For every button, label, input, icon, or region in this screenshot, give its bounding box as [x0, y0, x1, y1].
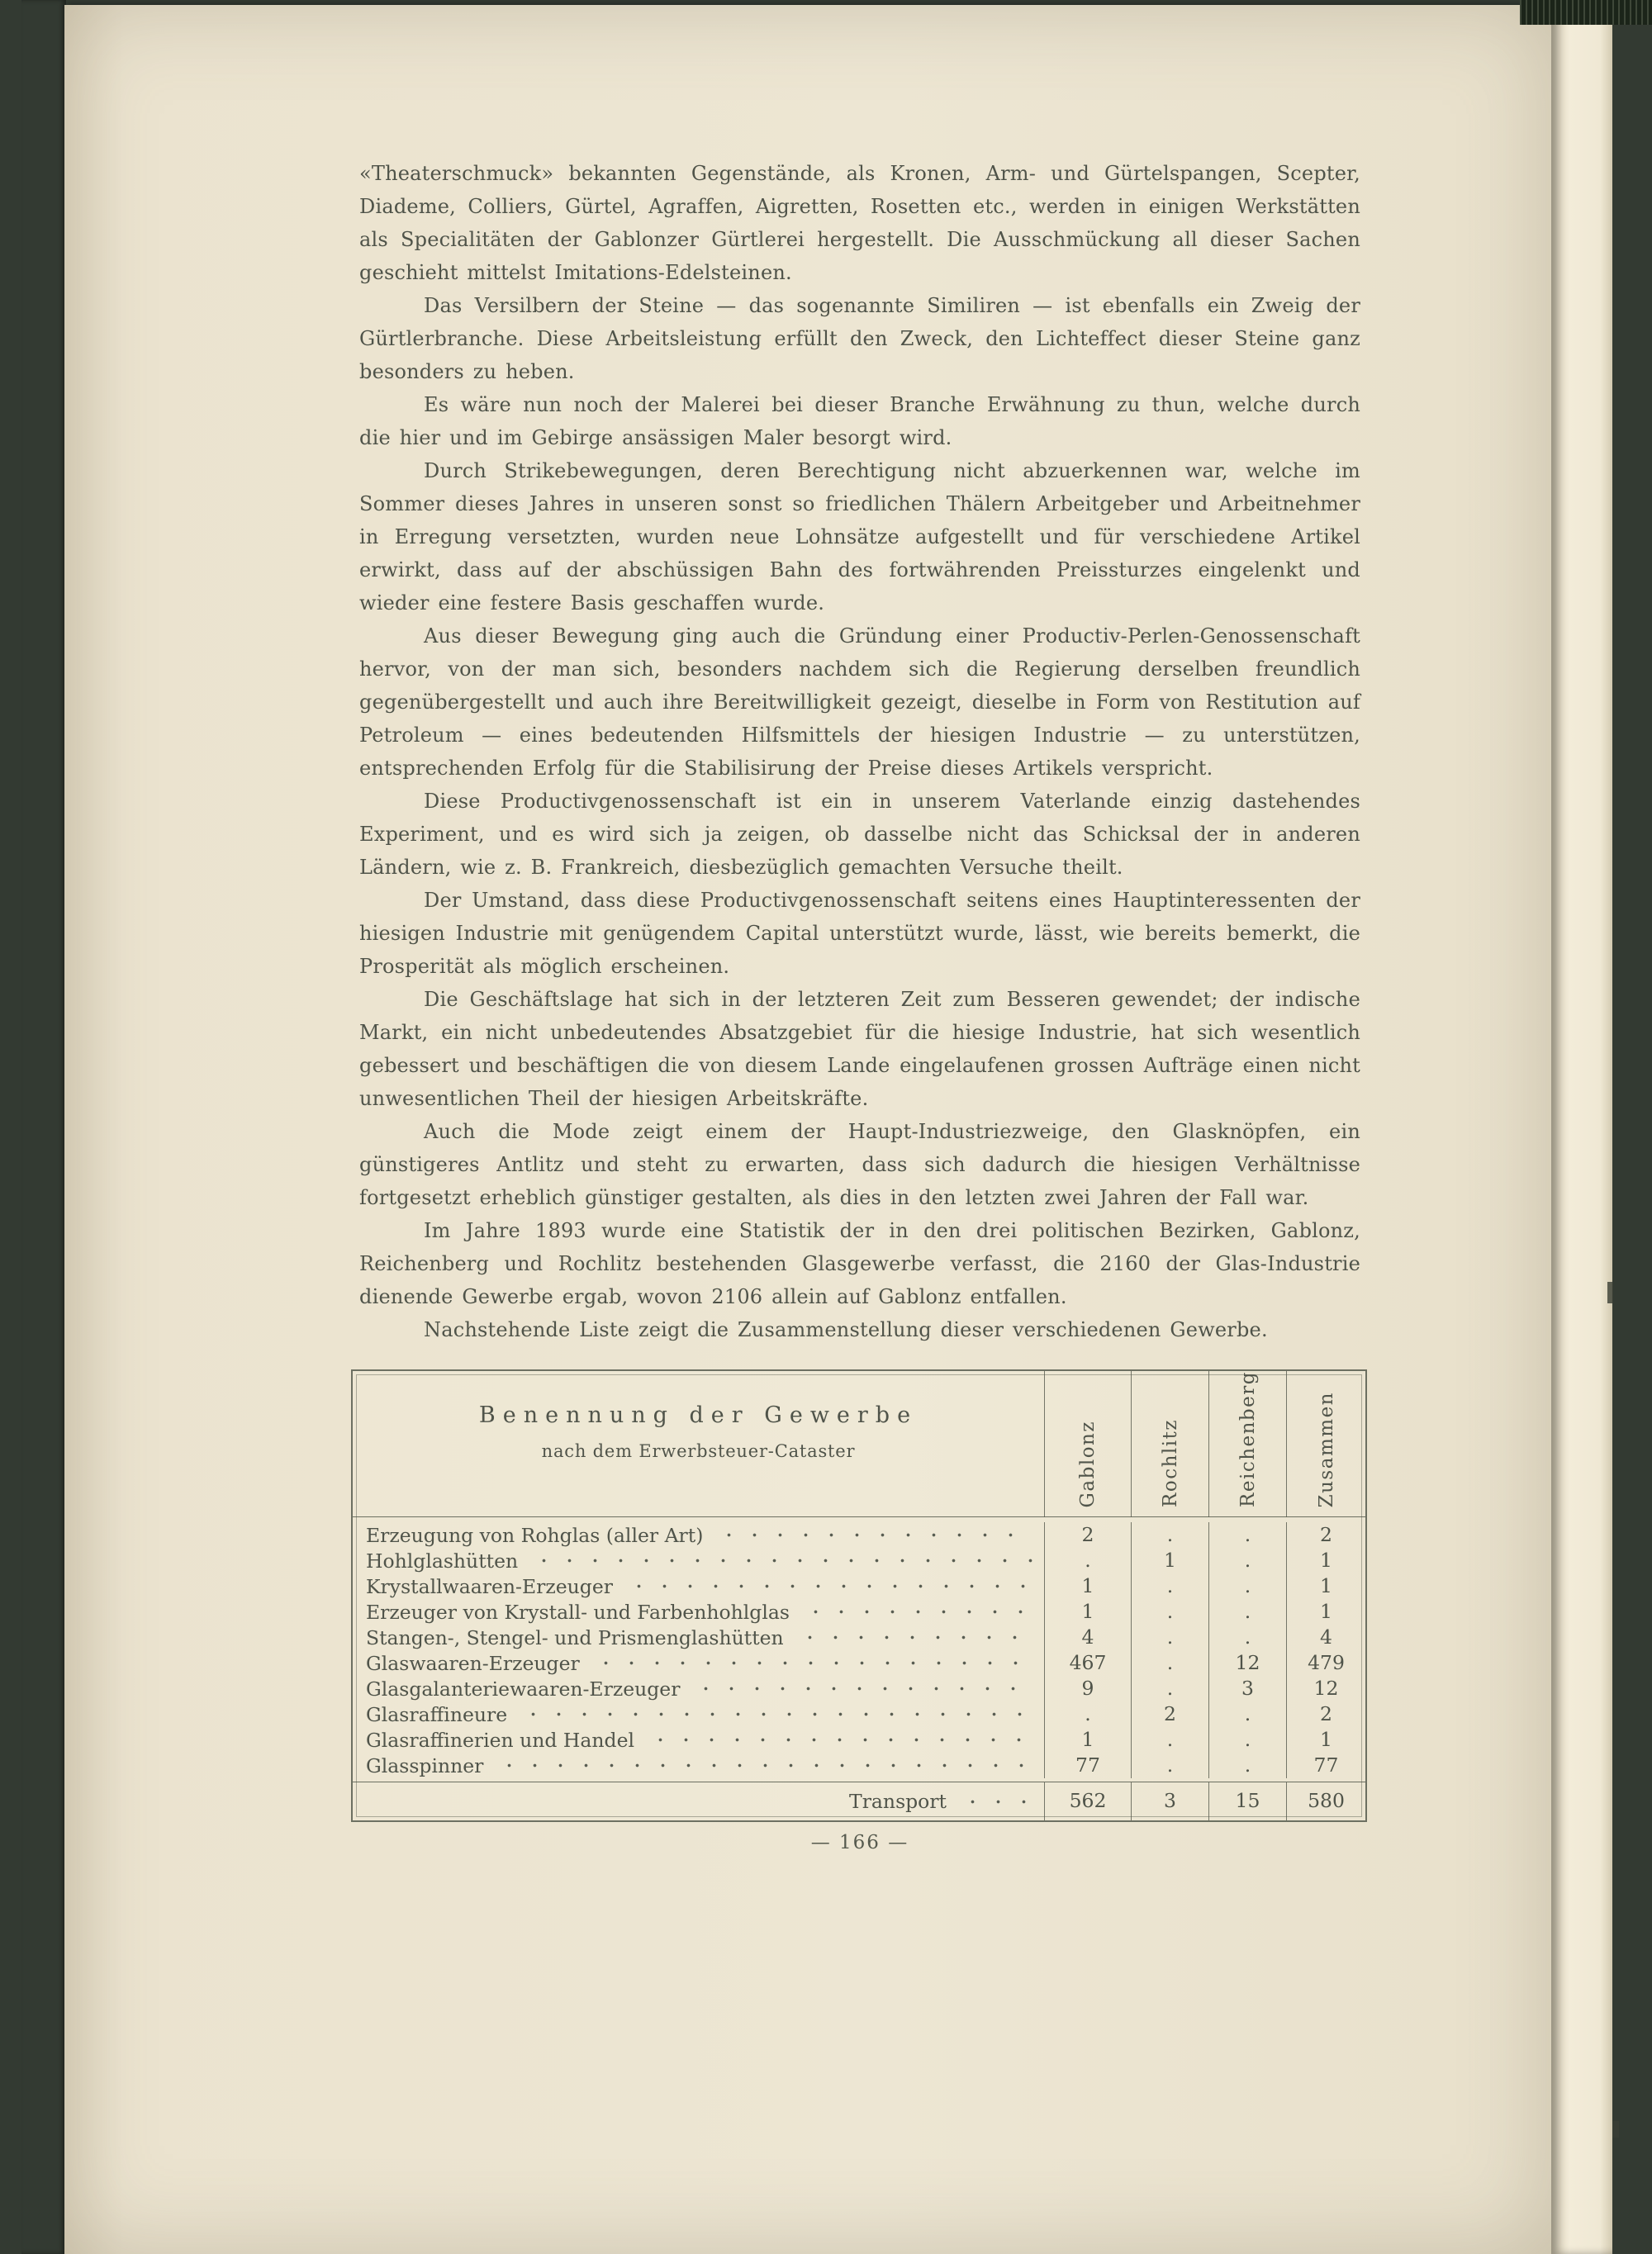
scan-mark [1607, 1282, 1613, 1303]
transport-reichenberg: 15 [1208, 1782, 1286, 1820]
cell-rochlitz: 1 [1131, 1548, 1208, 1573]
table-row [353, 1676, 1365, 1701]
book-cover-corner [1520, 0, 1652, 25]
table-row [353, 1573, 1365, 1599]
cell-rochlitz: . [1131, 1676, 1208, 1701]
cell-reichenberg: . [1208, 1625, 1286, 1650]
dot-leader [648, 1727, 1032, 1753]
row-label: Glasraffinerien und Handel [366, 1728, 635, 1752]
paragraph: Auch die Mode zeigt einem der Haupt-Industriezweige, den Glasknöpfen, ein günstigeres Antlitz und steht zu erwarten, dass sich dadurch die hiesigen Verhältnisse fortgesetzt erheblich günstiger gestalten, als dies in den letzten zwei Jahren der Fall war. [359, 1120, 1360, 1209]
cell-gablonz: 2 [1044, 1522, 1131, 1548]
transport-rochlitz: 3 [1131, 1782, 1208, 1820]
table-row [353, 1599, 1365, 1625]
dot-leader [797, 1625, 1032, 1650]
row-label: Glasspinner [366, 1753, 484, 1777]
column-header-reichenberg: Reichenberg [1208, 1371, 1286, 1517]
cell-reichenberg: . [1208, 1753, 1286, 1778]
table-row [353, 1650, 1365, 1676]
cell-zusammen: 1 [1286, 1599, 1365, 1625]
stacked-page-edges [21, 0, 66, 2254]
table-subtitle: nach dem Erwerbsteuer-Cataster [541, 1441, 856, 1461]
cell-rochlitz: . [1131, 1753, 1208, 1778]
paragraph: Diese Productivgenossenschaft ist ein in unserem Vaterlande einzig dastehendes Experiment, und es wird sich ja zeigen, ob dasselbe nicht das Schicksal der in anderen Ländern, wie z. B. Frankreich, diesbezüglich gemachten Versuche theilt. [359, 790, 1360, 879]
cell-reichenberg: . [1208, 1701, 1286, 1727]
column-header-zusammen: Zusammen [1286, 1371, 1365, 1517]
cell-gablonz: 1 [1044, 1573, 1131, 1599]
statistics-table [351, 1369, 1367, 1822]
cell-gablonz: . [1044, 1701, 1131, 1727]
dot-leader [693, 1676, 1032, 1701]
paragraph: Im Jahre 1893 wurde eine Statistik der in den drei politischen Bezirken, Gablonz, Reichenberg und Rochlitz bestehenden Glasgewerbe verfasst, die 2160 der Glas-Industrie dienende Gewerbe ergab, wovon 2106 allein auf Gablonz entfallen. [359, 1219, 1360, 1308]
dot-leader [593, 1650, 1032, 1676]
transport-label: Transport [849, 1790, 947, 1813]
cell-gablonz: 9 [1044, 1676, 1131, 1701]
cell-rochlitz: . [1131, 1599, 1208, 1625]
cell-reichenberg: . [1208, 1573, 1286, 1599]
cell-zusammen: 479 [1286, 1650, 1365, 1676]
paragraph: Die Geschäftslage hat sich in der letzteren Zeit zum Besseren gewendet; der indische Markt, ein nicht unbedeutendes Absatzgebiet für die hiesige Industrie, hat sich wesentlich gebessert und beschäftigen die von diesem Lande eingelaufenen grossen Aufträge einen nicht unwesentlichen Theil der hiesigen Arbeitskräfte. [359, 988, 1360, 1110]
row-label: Glasgalanteriewaaren-Erzeuger [366, 1677, 681, 1701]
row-label: Glasraffineure [366, 1702, 508, 1726]
page-number: — 166 — [810, 1832, 909, 1853]
paragraph: «Theaterschmuck» bekannten Gegenstände, als Kronen, Arm- und Gürtelspangen, Scepter, Diademe, Colliers, Gürtel, Agraffen, Aigretten, Rosetten etc., werden in einigen Werkstätten als Specialitäten der Gablonzer Gürtlerei hergestellt. Die Ausschmückung all dieser Sachen geschieht mittelst Imitations-Edelsteinen. [359, 162, 1360, 284]
paragraph: Durch Strikebewegungen, deren Berechtigung nicht abzuerkennen war, welche im Sommer dieses Jahres in unseren sonst so friedlichen Thälern Arbeitgeber und Arbeitnehmer in Erregung versetzten, wurden neue Lohnsätze aufgestellt und für verschiedene Artikel erwirkt, dass auf der abschüssigen Bahn des fortwährenden Preissturzes eingelenkt und wieder eine festere Basis geschaffen wurde. [359, 459, 1360, 615]
cell-rochlitz: . [1131, 1522, 1208, 1548]
table-title: Benennung der Gewerbe [478, 1402, 919, 1428]
cell-zusammen: 2 [1286, 1701, 1365, 1727]
table-transport-row [353, 1782, 1365, 1820]
table-row [353, 1625, 1365, 1650]
paragraph: Nachstehende Liste zeigt die Zusammenstellung dieser verschiedenen Gewerbe. [424, 1318, 1268, 1341]
cell-reichenberg: . [1208, 1599, 1286, 1625]
dot-leader [960, 1782, 1032, 1820]
table-row [353, 1727, 1365, 1753]
dot-leader [803, 1599, 1032, 1625]
row-label: Stangen-, Stengel- und Prismenglashütten [366, 1625, 784, 1649]
cell-gablonz: . [1044, 1548, 1131, 1573]
cell-rochlitz: . [1131, 1727, 1208, 1753]
cell-zusammen: 1 [1286, 1573, 1365, 1599]
cell-gablonz: 1 [1044, 1727, 1131, 1753]
cell-zusammen: 1 [1286, 1548, 1365, 1573]
cell-gablonz: 4 [1044, 1625, 1131, 1650]
table-header [353, 1371, 1365, 1517]
cell-zusammen: 1 [1286, 1727, 1365, 1753]
column-header-gablonz: Gablonz [1044, 1371, 1131, 1517]
cell-reichenberg: . [1208, 1522, 1286, 1548]
table-row [353, 1753, 1365, 1778]
column-header-rochlitz: Rochlitz [1131, 1371, 1208, 1517]
cell-rochlitz: . [1131, 1650, 1208, 1676]
cell-reichenberg: 12 [1208, 1650, 1286, 1676]
row-label: Erzeugung von Rohglas (aller Art) [366, 1523, 704, 1547]
table-row [353, 1522, 1365, 1548]
cell-reichenberg: . [1208, 1727, 1286, 1753]
paragraph: Aus dieser Bewegung ging auch die Gründung einer Productiv-Perlen-Genossenschaft hervor, von der man sich, besonders nachdem sich die Regierung derselben freundlich gegenübergestellt und auch ihre Bereitwilligkeit gezeigt, dieselbe in Form von Restitution auf Petroleum — eines bedeutenden Hilfsmittels der hiesigen Industrie — zu unterstützen, entsprechenden Erfolg für die Stabilisirung der Preise dieses Artikels verspricht. [359, 624, 1360, 780]
cell-reichenberg: 3 [1208, 1676, 1286, 1701]
cell-zusammen: 12 [1286, 1676, 1365, 1701]
book-page [64, 5, 1551, 2254]
next-page-edge [1551, 0, 1612, 2254]
row-label: Erzeuger von Krystall- und Farbenhohlglas [366, 1600, 790, 1624]
cell-gablonz: 1 [1044, 1599, 1131, 1625]
scan-mark [1612, 2121, 1619, 2138]
dot-leader [716, 1522, 1032, 1548]
transport-zusammen: 580 [1286, 1782, 1365, 1820]
cell-gablonz: 467 [1044, 1650, 1131, 1676]
cell-rochlitz: 2 [1131, 1701, 1208, 1727]
table-row [353, 1701, 1365, 1727]
row-label: Glaswaaren-Erzeuger [366, 1651, 580, 1675]
cell-zusammen: 2 [1286, 1522, 1365, 1548]
table-header-label [353, 1371, 1044, 1517]
table-body [353, 1517, 1365, 1782]
paragraph: Es wäre nun noch der Malerei bei dieser Branche Erwähnung zu thun, welche durch die hier und im Gebirge ansässigen Maler besorgt wird. [359, 393, 1360, 449]
cell-reichenberg: . [1208, 1548, 1286, 1573]
dot-leader [520, 1701, 1032, 1727]
table-row [353, 1548, 1365, 1573]
cell-zusammen: 77 [1286, 1753, 1365, 1778]
dot-leader [626, 1573, 1032, 1599]
paragraph: Der Umstand, dass diese Productivgenossenschaft seitens eines Hauptinteressenten der hiesigen Industrie mit genügendem Capital unterstützt wurde, lässt, wie bereits bemerkt, die Prosperität als möglich erscheinen. [359, 889, 1360, 978]
row-label: Hohlglashütten [366, 1549, 519, 1573]
cell-rochlitz: . [1131, 1573, 1208, 1599]
cell-gablonz: 77 [1044, 1753, 1131, 1778]
paragraph: Das Versilbern der Steine — das sogenannte Similiren — ist ebenfalls ein Zweig der Gürtlerbranche. Diese Arbeitsleistung erfüllt den Zweck, den Lichteffect dieser Steine ganz besonders zu heben. [359, 294, 1360, 383]
transport-gablonz: 562 [1044, 1782, 1131, 1820]
dot-leader [496, 1753, 1032, 1778]
cell-rochlitz: . [1131, 1625, 1208, 1650]
body-text [359, 157, 1360, 1346]
row-label: Krystallwaaren-Erzeuger [366, 1574, 613, 1598]
dot-leader [531, 1548, 1032, 1573]
cell-zusammen: 4 [1286, 1625, 1365, 1650]
